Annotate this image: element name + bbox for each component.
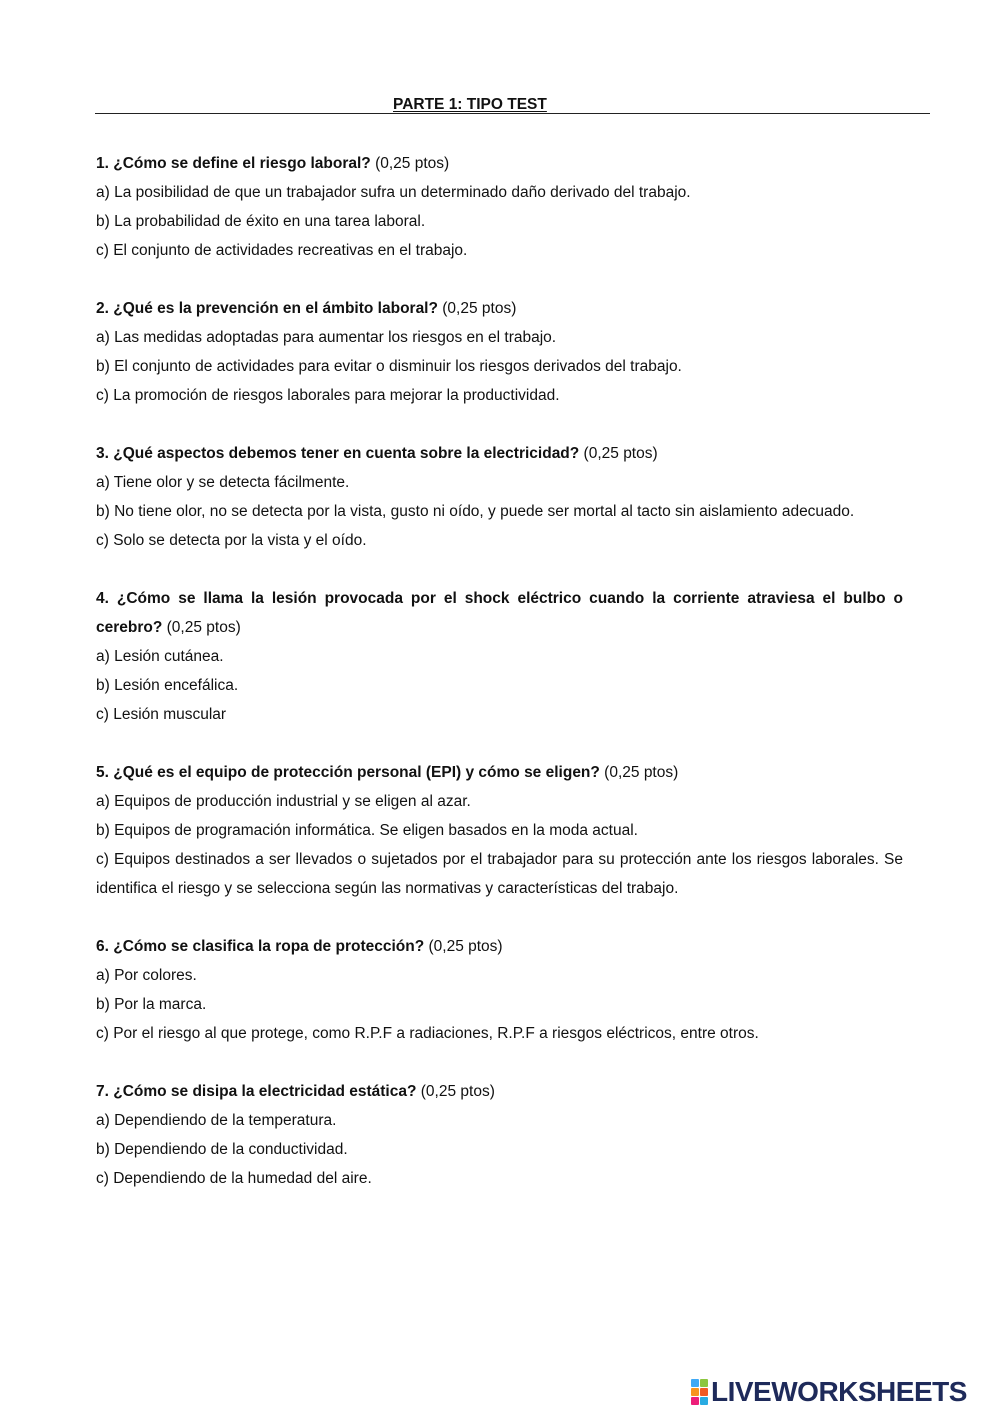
answer-option[interactable]: b) No tiene olor, no se detecta por la vista, gusto ni oído, y puede ser mortal al tacto sin aislamiento adecuado.: [96, 503, 855, 520]
question-line: [96, 294, 903, 323]
logo-text: LIVEWORKSHEETS: [711, 1376, 967, 1407]
question-line: [96, 932, 903, 961]
answer-option[interactable]: a) La posibilidad de que un trabajador sufra un determinado daño derivado del trabajo.: [96, 184, 691, 201]
question-line: [96, 758, 903, 787]
answer-option[interactable]: b) Equipos de programación informática. Se eligen basados en la moda actual.: [96, 822, 638, 839]
question-points: (0,25 ptos): [579, 445, 658, 462]
question-line: [96, 439, 903, 468]
answer-option[interactable]: a) Equipos de producción industrial y se eligen al azar.: [96, 793, 471, 810]
question-text: 5. ¿Qué es el equipo de protección personal (EPI) y cómo se eligen?: [96, 764, 600, 781]
question-item: [96, 932, 903, 1048]
question-line: [96, 1077, 903, 1106]
logo-square: [691, 1388, 699, 1396]
question-text: 4. ¿Cómo se llama la lesión provocada por el shock eléctrico cuando la corriente atraviesa el bulbo o cerebro?: [96, 590, 903, 636]
answer-option[interactable]: c) Dependiendo de la humedad del aire.: [96, 1170, 372, 1187]
question-text: 2. ¿Qué es la prevención en el ámbito laboral?: [96, 300, 438, 317]
question-list: [96, 149, 903, 1222]
question-text: 7. ¿Cómo se disipa la electricidad estática?: [96, 1083, 417, 1100]
answer-option[interactable]: b) El conjunto de actividades para evitar o disminuir los riesgos derivados del trabajo.: [96, 358, 682, 375]
question-item: [96, 149, 903, 265]
answer-option[interactable]: a) Dependiendo de la temperatura.: [96, 1112, 337, 1129]
question-points: (0,25 ptos): [416, 1083, 495, 1100]
answer-option[interactable]: a) Tiene olor y se detecta fácilmente.: [96, 474, 350, 491]
logo-square: [700, 1388, 708, 1396]
question-text: 1. ¿Cómo se define el riesgo laboral?: [96, 155, 371, 172]
question-line: [96, 149, 903, 178]
question-points: (0,25 ptos): [599, 764, 679, 781]
logo-square: [700, 1397, 708, 1405]
answer-option[interactable]: b) Por la marca.: [96, 996, 207, 1013]
section-header: [95, 94, 930, 114]
section-title: PARTE 1: TIPO TEST: [393, 96, 547, 113]
answer-option[interactable]: c) Lesión muscular: [96, 706, 227, 723]
question-points: (0,25 ptos): [424, 938, 503, 955]
question-points: (0,25 ptos): [437, 300, 517, 317]
question-line: [96, 584, 903, 642]
answer-option[interactable]: c) Equipos destinados a ser llevados o sujetados por el trabajador para su protección ante los riesgos laborales. Se identifica el riesgo y se selecciona según las normativas y características del trabajo.: [96, 851, 903, 897]
logo-square: [700, 1379, 708, 1387]
answer-option[interactable]: b) La probabilidad de éxito en una tarea laboral.: [96, 213, 426, 230]
question-points: (0,25 ptos): [370, 155, 450, 172]
question-text: 6. ¿Cómo se clasifica la ropa de protección?: [96, 938, 425, 955]
answer-option[interactable]: a) Las medidas adoptadas para aumentar los riesgos en el trabajo.: [96, 329, 557, 346]
logo-square: [691, 1397, 699, 1405]
logo-square: [691, 1379, 699, 1387]
question-item: [96, 439, 903, 555]
answer-option[interactable]: c) La promoción de riesgos laborales para mejorar la productividad.: [96, 387, 560, 404]
answer-option[interactable]: c) Por el riesgo al que protege, como R.P.F a radiaciones, R.P.F a riesgos eléctricos, entre otros.: [96, 1025, 759, 1042]
question-item: [96, 758, 903, 903]
question-text: 3. ¿Qué aspectos debemos tener en cuenta sobre la electricidad?: [96, 445, 580, 462]
liveworksheets-logo[interactable]: [691, 1377, 967, 1407]
answer-option[interactable]: a) Lesión cutánea.: [96, 648, 224, 665]
question-points: (0,25 ptos): [162, 619, 241, 636]
logo-squares-icon: [691, 1379, 708, 1405]
question-item: [96, 1077, 903, 1193]
answer-option[interactable]: a) Por colores.: [96, 967, 197, 984]
answer-option[interactable]: b) Dependiendo de la conductividad.: [96, 1141, 348, 1158]
answer-option[interactable]: c) El conjunto de actividades recreativas en el trabajo.: [96, 242, 468, 259]
question-item: [96, 294, 903, 410]
answer-option[interactable]: c) Solo se detecta por la vista y el oído.: [96, 532, 367, 549]
answer-option[interactable]: b) Lesión encefálica.: [96, 677, 239, 694]
question-item: [96, 584, 903, 729]
